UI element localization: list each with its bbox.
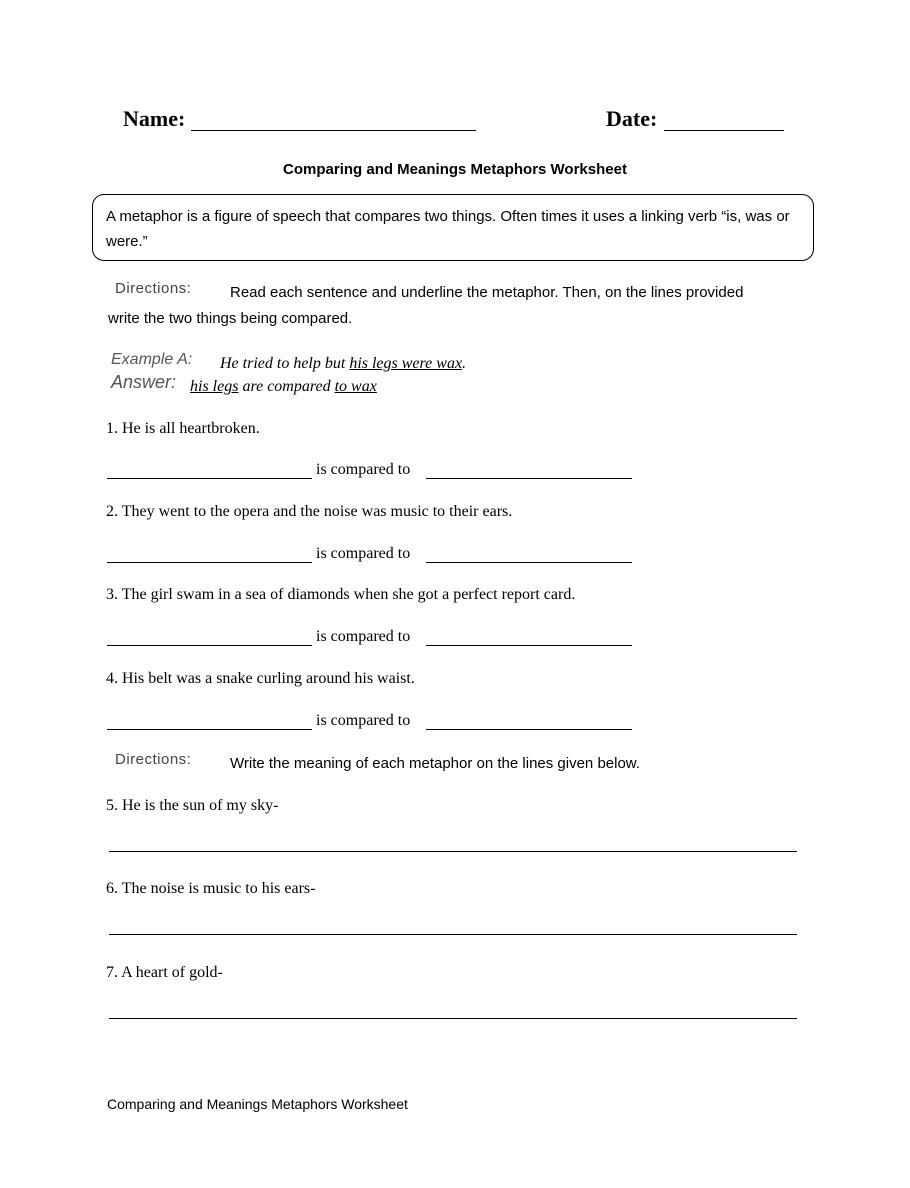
compare-text-4: is compared to [316, 712, 411, 729]
answer-label: Answer: [111, 372, 177, 392]
answer-3-left-line[interactable] [107, 645, 312, 646]
compare-text-3: is compared to [316, 628, 411, 645]
directions-1-line-2: write the two things being compared. [108, 310, 353, 327]
answer-middle: are compared [242, 378, 331, 395]
directions-1-line-1: Read each sentence and underline the metaphor. Then, on the lines provided [230, 284, 744, 301]
answer-7-line[interactable] [109, 1018, 797, 1019]
definition-text: A metaphor is a figure of speech that compares two things. Often times it uses a linking verb “is, was or were.” [106, 208, 790, 250]
name-field-line[interactable] [191, 130, 476, 131]
question-4: 4. His belt was a snake curling around his waist. [106, 670, 415, 687]
name-label: Name: [123, 106, 186, 131]
directions-2-label: Directions: [115, 751, 192, 768]
example-answer [190, 378, 377, 396]
date-label: Date: [606, 106, 658, 131]
question-5: 5. He is the sun of my sky- [106, 797, 279, 814]
answer-2-right-line[interactable] [426, 562, 632, 563]
answer-5-line[interactable] [109, 851, 797, 852]
question-7: 7. A heart of gold- [106, 964, 223, 981]
question-3: 3. The girl swam in a sea of diamonds when she got a perfect report card. [106, 586, 576, 603]
example-text-before: He tried to help but [220, 355, 346, 372]
answer-1-left-line[interactable] [107, 478, 312, 479]
compare-text-1: is compared to [316, 461, 411, 478]
question-1: 1. He is all heartbroken. [106, 420, 260, 437]
directions-2-text: Write the meaning of each metaphor on the lines given below. [230, 755, 640, 772]
example-sentence [220, 355, 466, 373]
worksheet-title: Comparing and Meanings Metaphors Worksheet [283, 161, 627, 178]
answer-part-2: to wax [334, 378, 377, 395]
compare-text-2: is compared to [316, 545, 411, 562]
question-6: 6. The noise is music to his ears- [106, 880, 316, 897]
answer-2-left-line[interactable] [107, 562, 312, 563]
answer-part-1: his legs [190, 378, 239, 395]
date-field-line[interactable] [664, 130, 784, 131]
answer-1-right-line[interactable] [426, 478, 632, 479]
answer-6-line[interactable] [109, 934, 797, 935]
page-footer: Comparing and Meanings Metaphors Worksheet [107, 1096, 408, 1112]
example-label: Example A: [111, 351, 193, 368]
answer-4-left-line[interactable] [107, 729, 312, 730]
answer-3-right-line[interactable] [426, 645, 632, 646]
example-metaphor: his legs were wax [349, 355, 463, 372]
directions-1-label: Directions: [115, 280, 192, 297]
answer-4-right-line[interactable] [426, 729, 632, 730]
question-2: 2. They went to the opera and the noise was music to their ears. [106, 503, 513, 520]
example-text-after: . [462, 355, 467, 372]
